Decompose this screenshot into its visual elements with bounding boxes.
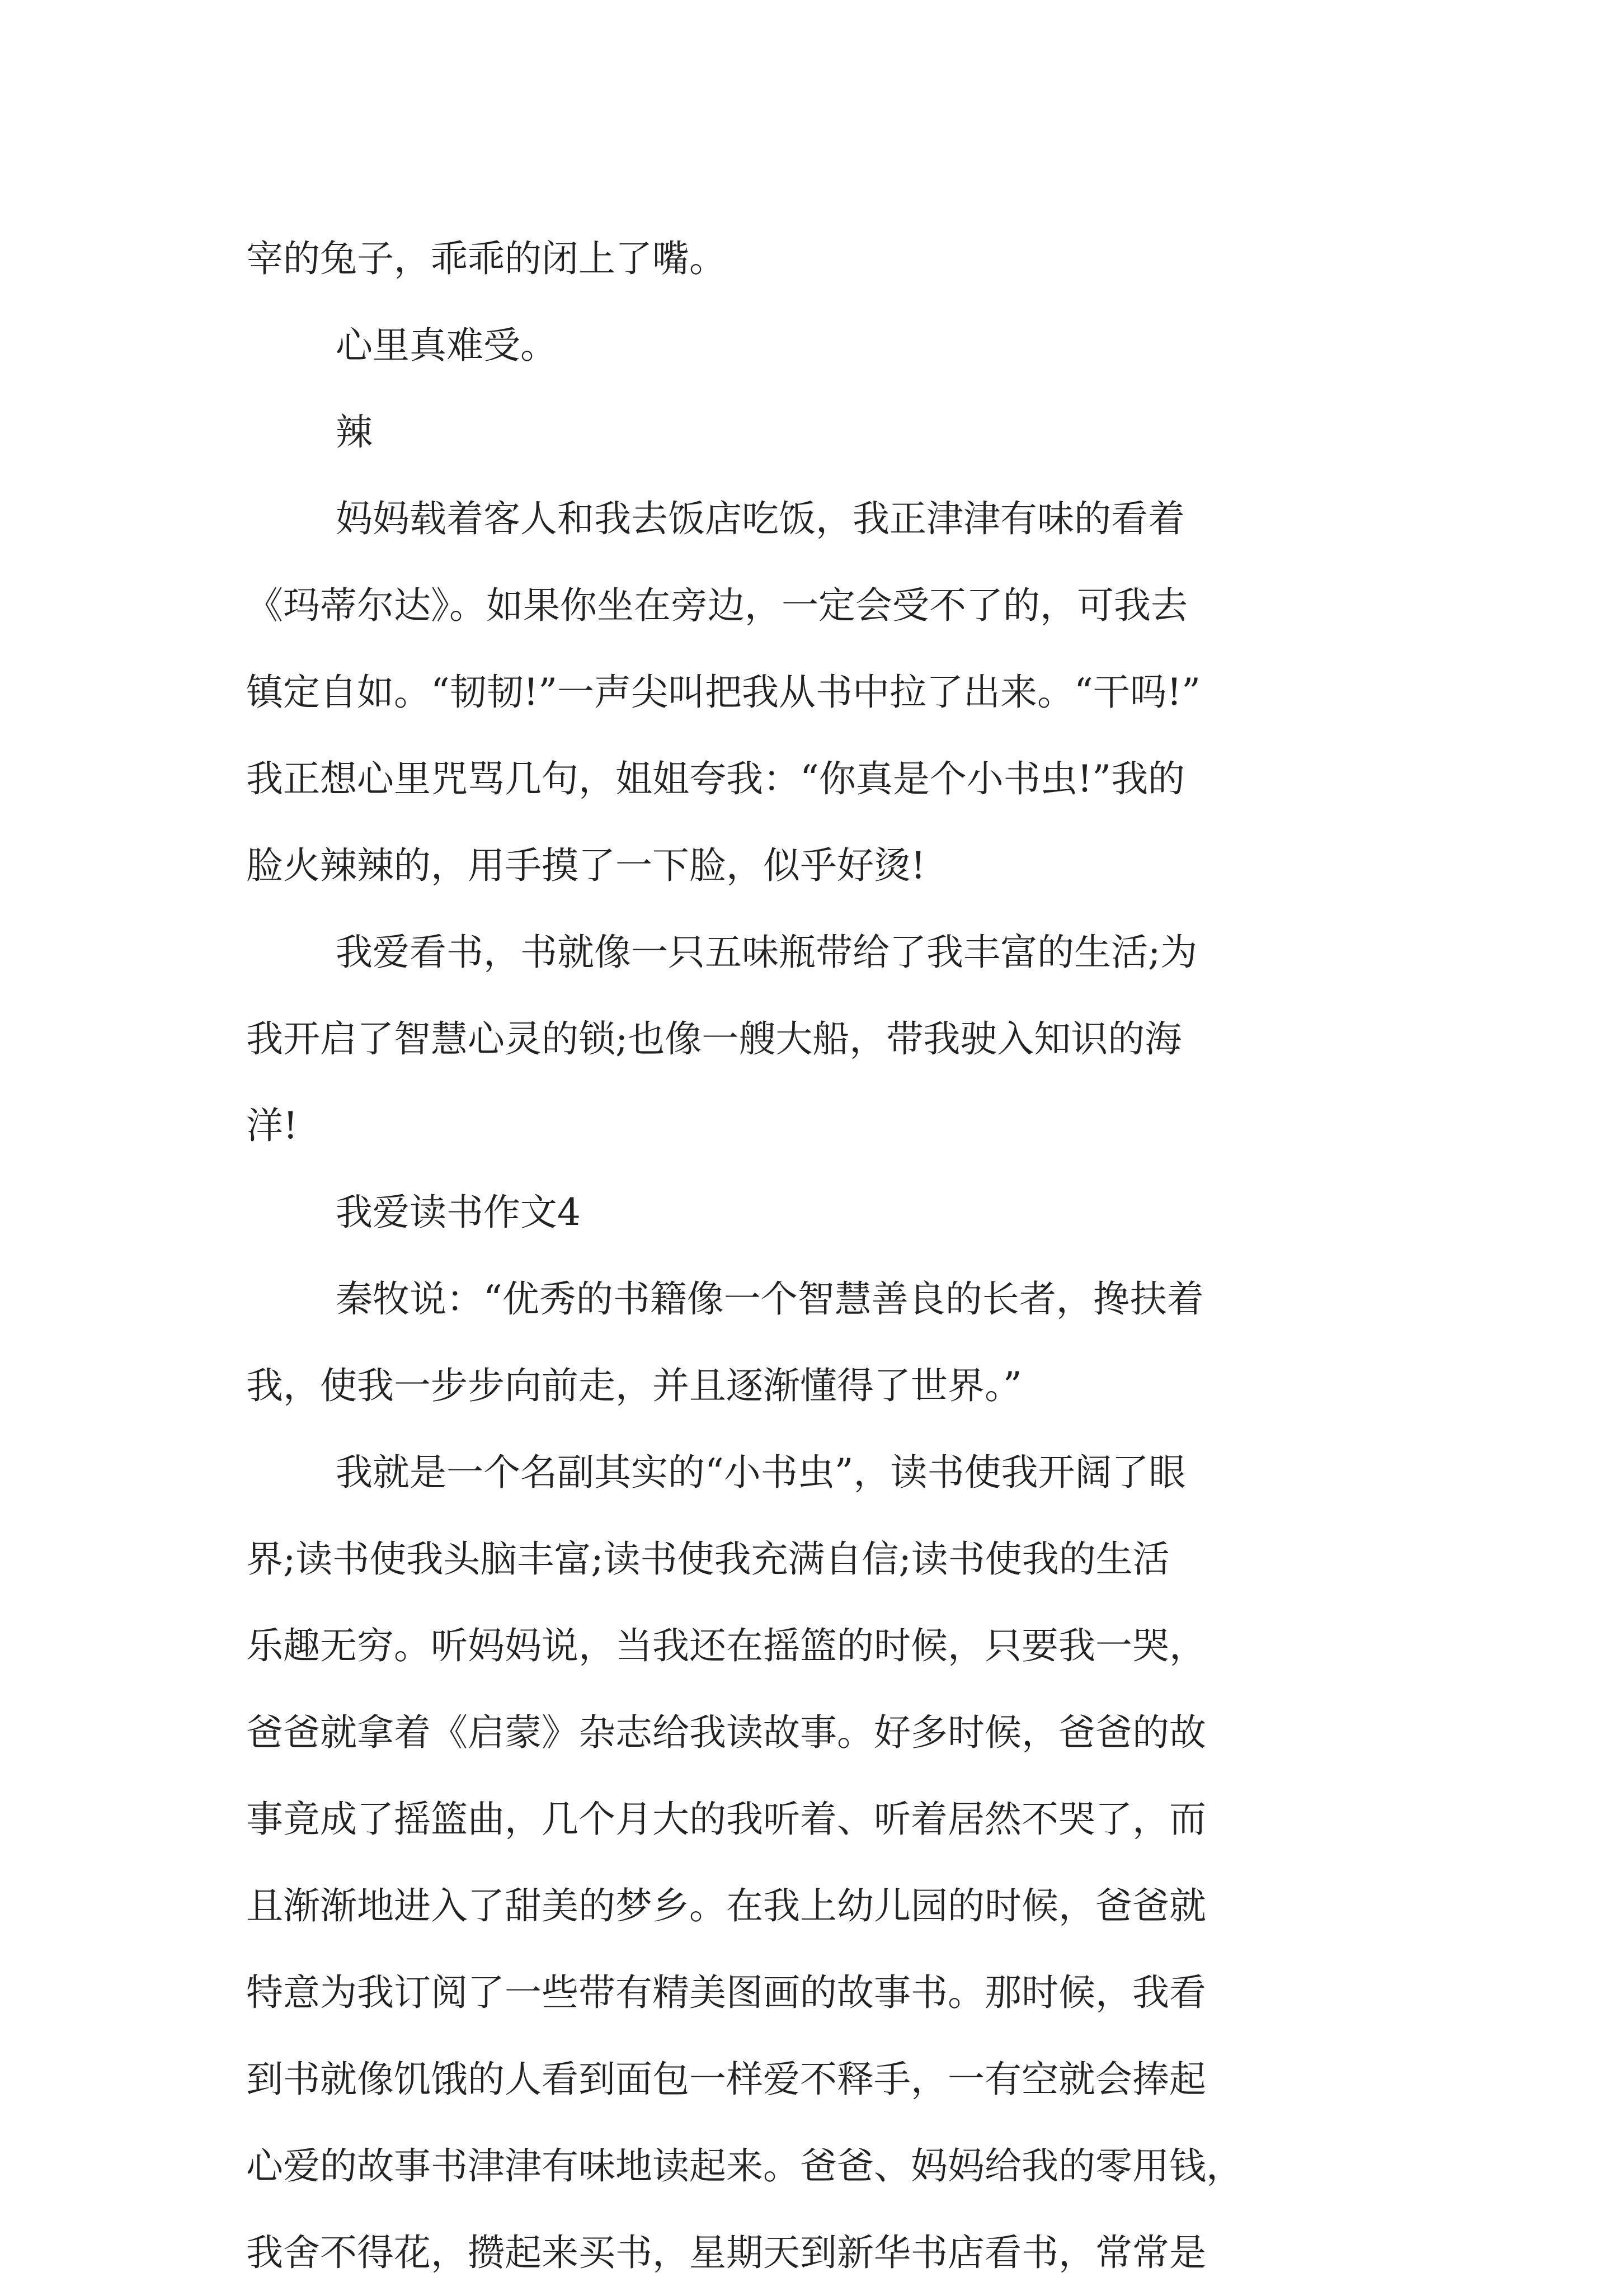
text-line: 心爱的故事书津津有味地读起来。爸爸、妈妈给我的零用钱， bbox=[246, 2144, 1243, 2187]
text-line: 我，使我一步步向前走，并且逐渐懂得了世界。” bbox=[246, 1364, 1022, 1407]
text-line: 辣 bbox=[336, 411, 373, 454]
section-heading: 我爱读书作文4 bbox=[336, 1191, 581, 1234]
text-line: 镇定自如。“韧韧!”一声尖叫把我从书中拉了出来。“干吗!” bbox=[246, 671, 1201, 714]
text-line: 到书就像饥饿的人看到面包一样爱不释手，一有空就会捧起 bbox=[246, 2058, 1206, 2101]
text-line: 《玛蒂尔达》。如果你坐在旁边，一定会受不了的，可我去 bbox=[246, 584, 1188, 627]
text-line: 我开启了智慧心灵的锁;也像一艘大船，带我驶入知识的海 bbox=[246, 1017, 1182, 1060]
text-line: 妈妈载着客人和我去饭店吃饭，我正津津有味的看着 bbox=[336, 497, 1185, 540]
text-line: 洋! bbox=[246, 1104, 298, 1147]
text-line: 脸火辣辣的，用手摸了一下脸，似乎好烫! bbox=[246, 844, 926, 887]
text-line: 秦牧说：“优秀的书籍像一个智慧善良的长者，搀扶着 bbox=[336, 1277, 1204, 1321]
text-line: 我爱看书，书就像一只五味瓶带给了我丰富的生活;为 bbox=[336, 931, 1198, 974]
text-line: 特意为我订阅了一些带有精美图画的故事书。那时候，我看 bbox=[246, 1971, 1206, 2014]
text-line: 事竟成了摇篮曲，几个月大的我听着、听着居然不哭了，而 bbox=[246, 1798, 1206, 1841]
text-line: 且渐渐地进入了甜美的梦乡。在我上幼儿园的时候，爸爸就 bbox=[246, 1884, 1206, 1927]
text-line: 乐趣无穷。听妈妈说，当我还在摇篮的时候，只要我一哭， bbox=[246, 1624, 1206, 1667]
text-line: 心里真难受。 bbox=[336, 324, 557, 367]
text-line: 我舍不得花，攒起来买书，星期天到新华书店看书，常常是 bbox=[246, 2231, 1206, 2274]
text-line: 我就是一个名副其实的“小书虫”，读书使我开阔了眼 bbox=[336, 1451, 1186, 1494]
text-line: 界;读书使我头脑丰富;读书使我充满自信;读书使我的生活 bbox=[246, 1538, 1170, 1581]
document-body bbox=[246, 215, 1376, 2296]
text-line: 我正想心里咒骂几句，姐姐夸我：“你真是个小书虫!”我的 bbox=[246, 757, 1185, 800]
text-line: 宰的兔子，乖乖的闭上了嘴。 bbox=[246, 237, 726, 280]
text-line: 爸爸就拿着《启蒙》杂志给我读故事。好多时候，爸爸的故 bbox=[246, 1711, 1206, 1754]
